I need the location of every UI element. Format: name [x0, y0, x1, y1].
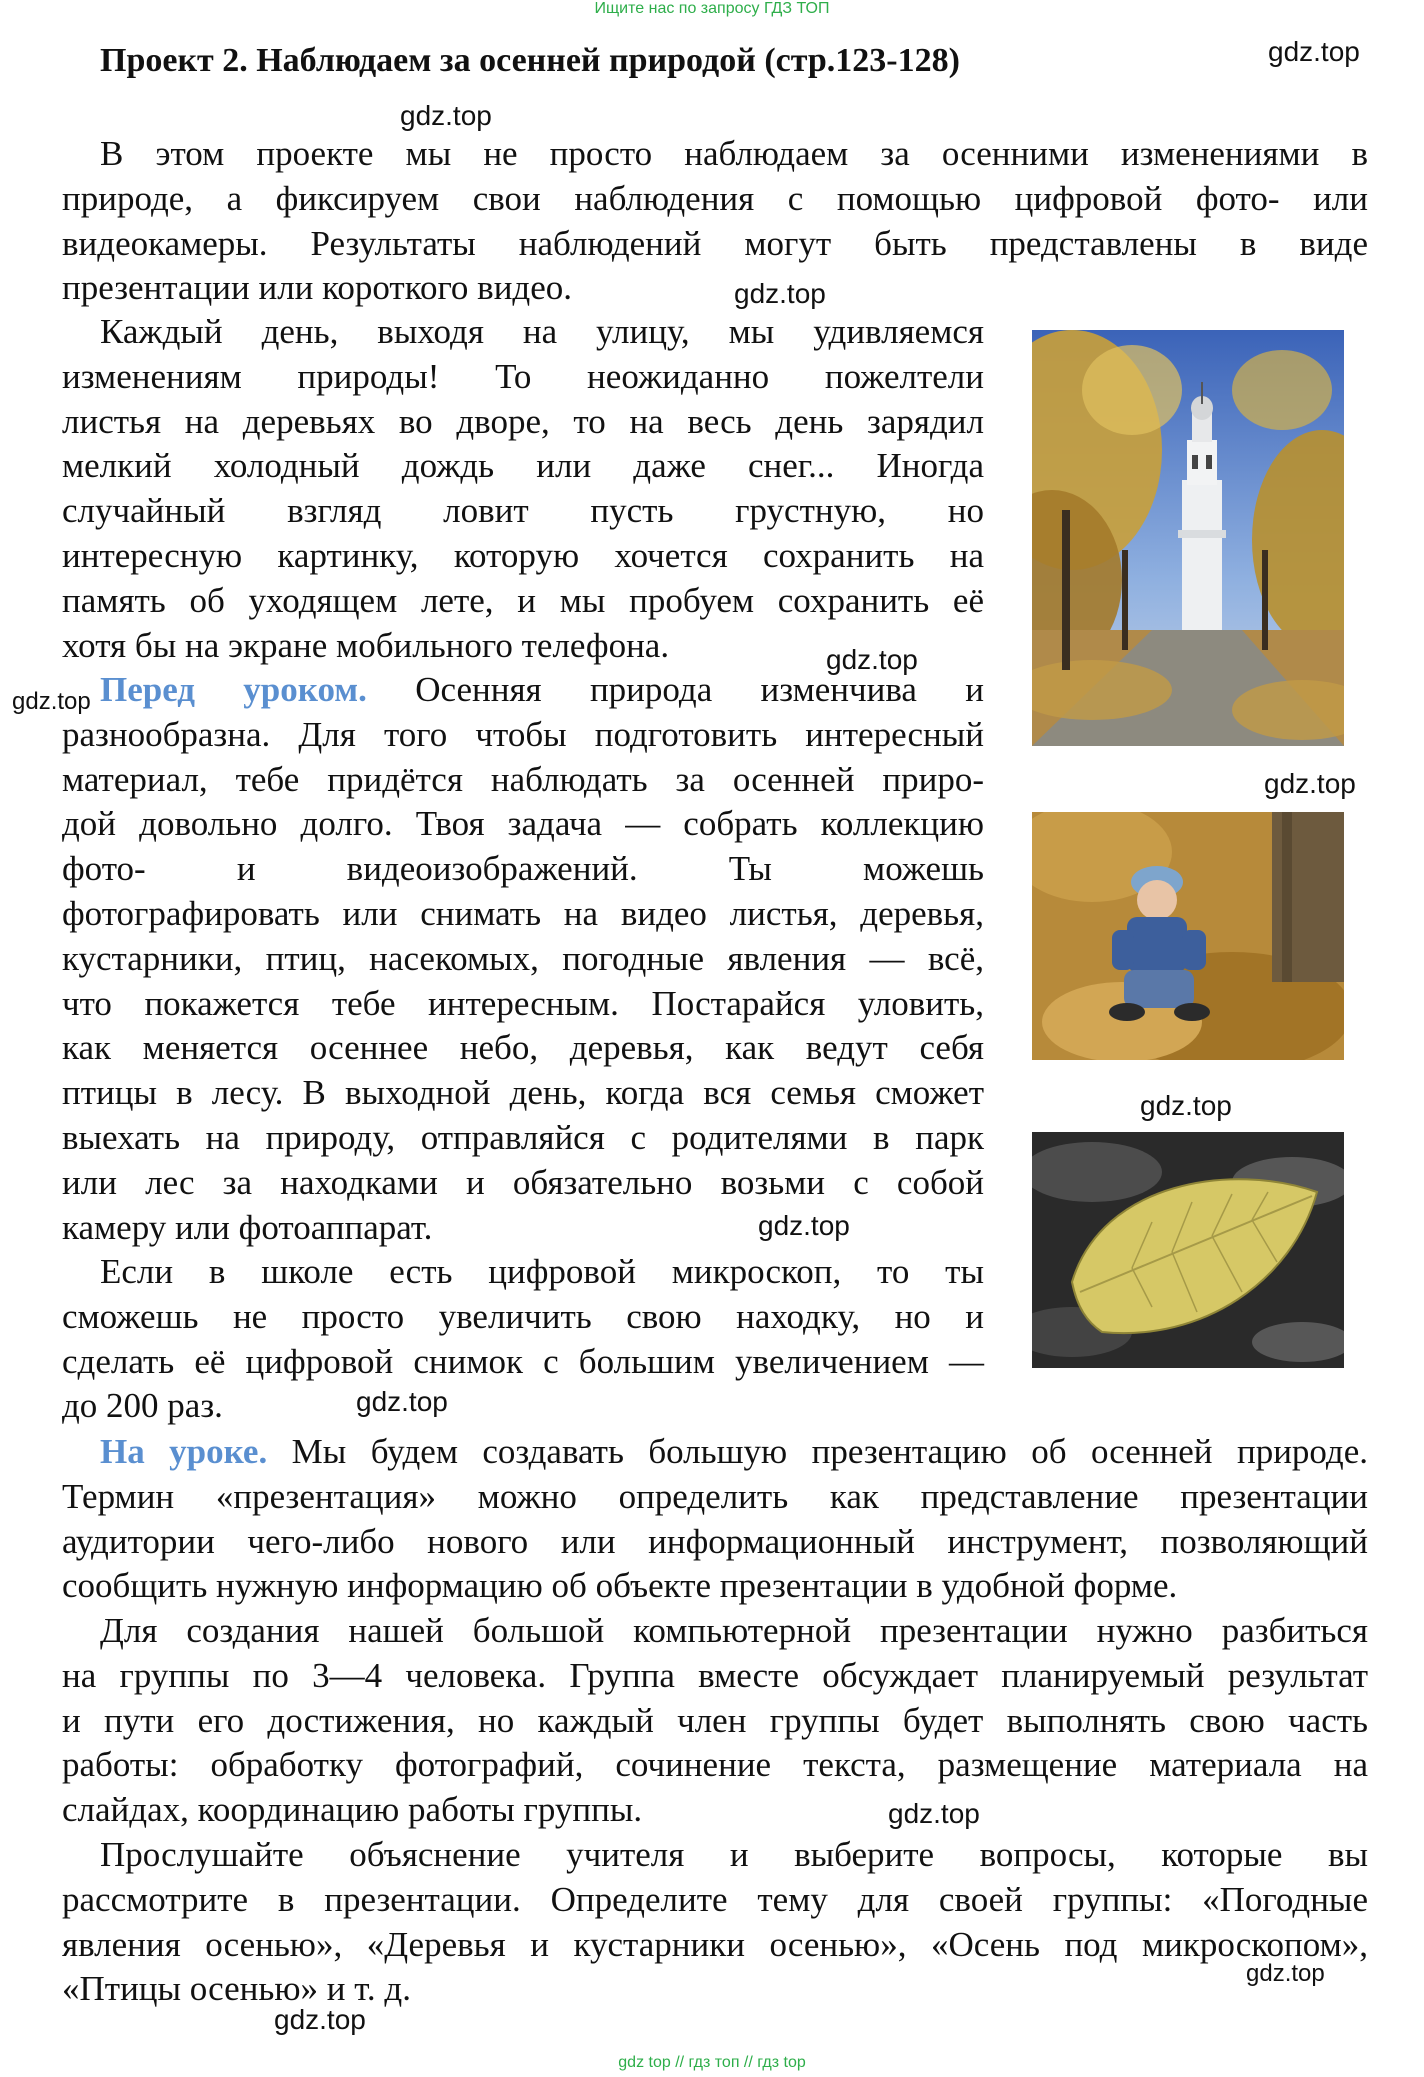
text-line: дой довольно долго. Твоя задача — собрать коллекцию	[62, 804, 984, 844]
child-leaves-image	[1032, 812, 1344, 1060]
text-line: фото- и видеоизображений. Ты можешь	[62, 849, 984, 889]
section-label: Перед уроком.	[100, 670, 367, 709]
text-line: слайдах, координацию работы группы.	[62, 1790, 643, 1830]
watermark: gdz.top	[1264, 768, 1356, 799]
text-line: работы: обработку фотографий, сочинение текста, размещение материала на	[62, 1745, 1368, 1785]
text-line: рассмотрите в презентации. Определите тему для своей группы: «Погодные	[62, 1879, 1368, 1919]
watermark: gdz.top	[400, 100, 492, 131]
paragraph-on-lesson	[62, 1430, 1368, 1609]
text-line: сообщить нужную информацию об объекте презентации в удобной форме.	[62, 1566, 1178, 1606]
page-title: Проект 2. Наблюдаем за осенней природой (стр.123-128)	[100, 42, 960, 79]
text-line-rest: Осенняя природа изменчива и	[415, 670, 984, 709]
text-line: изменениям природы! То неожиданно пожелтели	[62, 356, 984, 396]
paragraph-microscope	[62, 1250, 984, 1429]
text-line	[62, 668, 984, 713]
watermark: gdz.top	[356, 1386, 448, 1417]
text-line: природе, а фиксируем свои наблюдения с помощью цифровой фото- или	[62, 178, 1368, 218]
text-line: случайный взгляд ловит пусть грустную, но	[62, 491, 984, 531]
watermark: gdz.top	[1140, 1090, 1232, 1121]
text-line: выехать на природу, отправляйся с родителями в парк	[62, 1117, 984, 1157]
text-line: «Птицы осенью» и т. д.	[62, 1969, 411, 2009]
text-line: кустарники, птиц, насекомых, погодные явления — всё,	[62, 938, 984, 978]
text-line: Прослушайте объяснение учителя и выберите вопросы, которые вы	[100, 1835, 1368, 1874]
text-line-rest: Мы будем создавать большую презентацию об осенней природе.	[291, 1432, 1369, 1471]
text-line: Если в школе есть цифровой микроскоп, то ты	[100, 1252, 984, 1291]
text-line: или лес за находками и обязательно возьми с собой	[62, 1162, 984, 1202]
bell-tower-photo	[1032, 330, 1344, 746]
watermark: gdz.top	[888, 1798, 980, 1829]
watermark: gdz.top	[1268, 36, 1360, 67]
text-line: что покажется тебе интересным. Постарайся уловить,	[62, 983, 984, 1023]
watermark: gdz.top	[274, 2004, 366, 2035]
top-banner[interactable]: Ищите нас по запросу ГДЗ ТОП	[594, 0, 830, 17]
text-line: листья на деревьях во дворе, то на весь день зарядил	[62, 401, 984, 441]
section-label: На уроке.	[100, 1432, 268, 1471]
watermark: gdz.top	[12, 688, 91, 715]
text-line: презентации или короткого видео.	[62, 268, 573, 308]
text-line: Для создания нашей большой компьютерной презентации нужно разбиться	[100, 1611, 1368, 1650]
text-line: как меняется осеннее небо, деревья, как ведут себя	[62, 1028, 984, 1068]
leaf-photo	[1032, 1132, 1344, 1368]
text-line: фотографировать или снимать на видео листья, деревья,	[62, 893, 984, 933]
text-line: до 200 раз.	[62, 1386, 223, 1426]
text-line: явления осенью», «Деревья и кустарники осенью», «Осень под микроскопом»,	[62, 1924, 1368, 1964]
leaf-image	[1032, 1132, 1344, 1368]
watermark: gdz.top	[826, 644, 918, 675]
text-line: хотя бы на экране мобильного телефона.	[62, 625, 670, 665]
child-leaves-photo	[1032, 812, 1344, 1060]
watermark: gdz.top	[1246, 1960, 1325, 1987]
text-line: Каждый день, выходя на улицу, мы удивляемся	[100, 312, 984, 351]
text-line: аудитории чего-либо нового или информационный инструмент, позволяющий	[62, 1521, 1368, 1561]
text-line	[62, 1430, 1368, 1475]
text-line: сможешь не просто увеличить свою находку, но и	[62, 1296, 984, 1336]
watermark: gdz.top	[758, 1210, 850, 1241]
text-line: интересную картинку, которую хочется сохранить на	[62, 535, 984, 575]
text-line: птицы в лесу. В выходной день, когда вся семья сможет	[62, 1073, 984, 1113]
text-line: В этом проекте мы не просто наблюдаем за осенними изменениями в	[100, 134, 1368, 173]
paragraph-before-lesson	[62, 668, 984, 1250]
text-line: память об уходящем лете, и мы пробуем сохранить её	[62, 580, 984, 620]
bell-tower-image	[1032, 330, 1344, 746]
text-line: мелкий холодный дождь или даже снег... Иногда	[62, 446, 984, 486]
paragraph-groups	[62, 1609, 1368, 1833]
text-line: и пути его достижения, но каждый член группы будет выполнять свою часть	[62, 1700, 1368, 1740]
paragraph-intro	[62, 132, 1368, 311]
text-line: на группы по 3—4 человека. Группа вместе обсуждает планируемый результат	[62, 1655, 1368, 1695]
footer-links[interactable]: gdz top // гдз топ // гдз top	[618, 2054, 806, 2071]
text-line: разнообразна. Для того чтобы подготовить интересный	[62, 714, 984, 754]
text-line: материал, тебе придётся наблюдать за осенней приро-	[62, 759, 984, 799]
text-line: сделать её цифровой снимок с большим увеличением —	[62, 1341, 984, 1381]
paragraph-topics	[62, 1833, 1368, 2012]
text-line: камеру или фотоаппарат.	[62, 1207, 433, 1247]
paragraph-daily	[62, 310, 984, 668]
text-line: видеокамеры. Результаты наблюдений могут быть представлены в виде	[62, 223, 1368, 263]
text-line: Термин «презентация» можно определить как представление презентации	[62, 1476, 1368, 1516]
watermark: gdz.top	[734, 278, 826, 309]
